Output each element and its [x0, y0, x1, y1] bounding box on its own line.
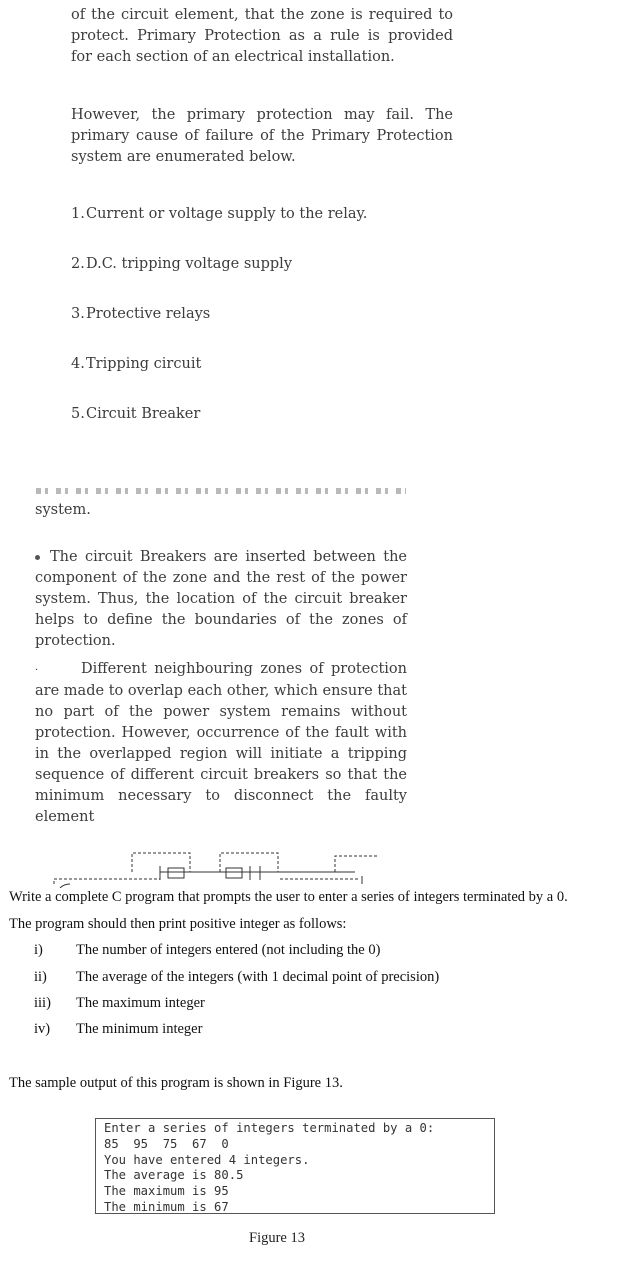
question-item-3: iii) The maximum integer [34, 995, 205, 1011]
console-line: The maximum is 95 [104, 1184, 229, 1199]
question-item-1: i) The number of integers entered (not including the 0) [34, 942, 381, 958]
paragraph-primary-protection: of the circuit element, that the zone is required to protect. Primary Protection as a rule is provided for each section of an electrical installation. [71, 7, 453, 65]
zone-line-left [54, 879, 160, 884]
bus-tick-3 [250, 866, 260, 880]
bullet-circuit-breakers: The circuit Breakers are inserted between the component of the zone and the rest of the power system. Thus, the location of the circuit breaker helps to define the boundaries of the zones of protection. [35, 549, 407, 649]
sample-output-intro: The sample output of this program is shown in Figure 13. [9, 1075, 343, 1091]
clipped-text-line [36, 488, 406, 494]
cause-item-5: 5.Circuit Breaker [71, 406, 201, 422]
question-item-2: ii) The average of the integers (with 1 decimal point of precision) [34, 969, 440, 985]
sample-output-console [95, 1118, 495, 1214]
arc-mark [60, 884, 70, 888]
console-line: The minimum is 67 [104, 1199, 229, 1214]
zone-box-3 [335, 856, 378, 872]
figure-caption: Figure 13 [249, 1230, 305, 1246]
paragraph-primary-failure: However, the primary protection may fail. The primary cause of failure of the Primary Protection system are enumerated below. [71, 107, 453, 165]
cause-item-3: 3.Protective relays [71, 306, 211, 322]
console-line: The average is 80.5 [104, 1168, 244, 1183]
bullet-icon [35, 555, 40, 560]
system-fragment: system. [35, 502, 91, 518]
protection-zone-diagram [40, 848, 390, 888]
breaker-2 [226, 868, 242, 878]
console-line: Enter a series of integers terminated by a 0: [104, 1121, 435, 1135]
zone-box-1 [132, 853, 190, 872]
breaker-1 [168, 868, 184, 878]
zone-box-2 [220, 853, 278, 872]
cause-item-2: 2.D.C. tripping voltage supply [71, 256, 293, 272]
cause-item-4: 4.Tripping circuit [71, 356, 202, 372]
question-line-2: The program should then print positive integer as follows: [9, 916, 347, 932]
question-line-1: Write a complete C program that prompts the user to enter a series of integers terminated by a 0. [9, 889, 568, 905]
cause-item-1: 1.Current or voltage supply to the relay. [71, 206, 368, 222]
console-line: You have entered 4 integers. [104, 1152, 310, 1167]
question-item-4: iv) The minimum integer [34, 1021, 203, 1037]
bullet-overlap-zones: · Different neighbouring zones of protection are made to overlap each other, which ensure that no part of the power system remains without protection. However, occurrence of the fault with in the overlapped region will initiate a tripping sequence of different circuit breakers so that the minimum necessary to disconnect the faulty element [35, 661, 407, 825]
console-line: 85 95 75 67 0 [104, 1136, 229, 1151]
